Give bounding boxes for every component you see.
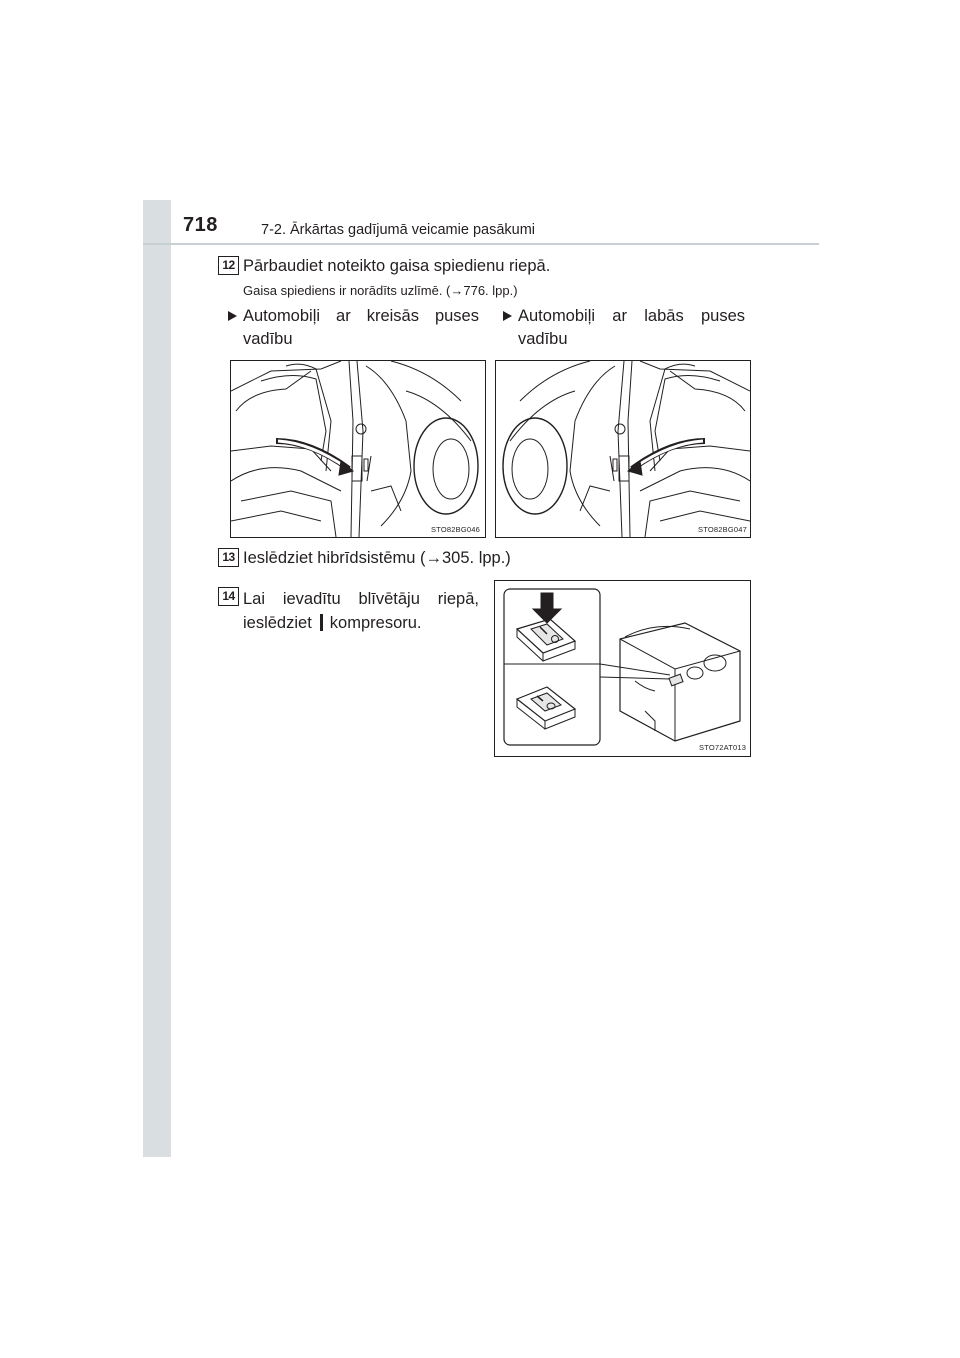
pressure-note: Gaisa spiediens ir norādīts uzlīmē. (→776. lpp.) — [243, 283, 518, 298]
variant-right-hand-drive — [518, 305, 745, 351]
rhd-illustration-drawing — [496, 361, 750, 537]
variant-left-hand-drive-label: Automobiļi ar kreisās puses vadību — [243, 307, 479, 348]
variant-left-hand-drive — [243, 305, 479, 351]
step-12-badge: 12 — [218, 256, 239, 275]
step-14-badge: 14 — [218, 587, 239, 606]
step-13-badge: 13 — [218, 548, 239, 567]
step-14-text-before: Lai ievadītu blīvētāju riepā, ieslēdziet — [243, 590, 479, 632]
step-14-text-after: kompresoru. — [329, 614, 422, 632]
rhd-figure-code: STO82BG047 — [698, 525, 747, 534]
lhd-illustration-drawing — [231, 361, 485, 537]
header-divider — [143, 243, 819, 245]
compressor-switch-illustration — [494, 580, 751, 757]
lhd-figure-code: STO82BG046 — [431, 525, 480, 534]
step-12-text: Pārbaudiet noteikto gaisa spiedienu riepā. — [243, 257, 551, 275]
variant-right-hand-drive-label: Automobiļi ar labās puses vadību — [518, 307, 745, 348]
compressor-drawing — [495, 581, 750, 756]
compressor-figure-code: STO72AT013 — [699, 743, 747, 752]
section-title: 7-2. Ārkārtas gadījumā veicamie pasākumi — [261, 222, 536, 238]
bullet-triangle-icon — [228, 311, 237, 321]
lhd-door-pillar-illustration — [230, 360, 486, 538]
step-14-text — [243, 587, 479, 635]
page-number: 718 — [183, 214, 218, 236]
step-13-text: Ieslēdziet hibrīdsistēmu (→305. lpp.) — [243, 549, 511, 567]
chapter-sidebar — [143, 200, 171, 1157]
switch-on-bar-icon — [320, 614, 323, 631]
rhd-door-pillar-illustration — [495, 360, 751, 538]
bullet-triangle-icon — [503, 311, 512, 321]
